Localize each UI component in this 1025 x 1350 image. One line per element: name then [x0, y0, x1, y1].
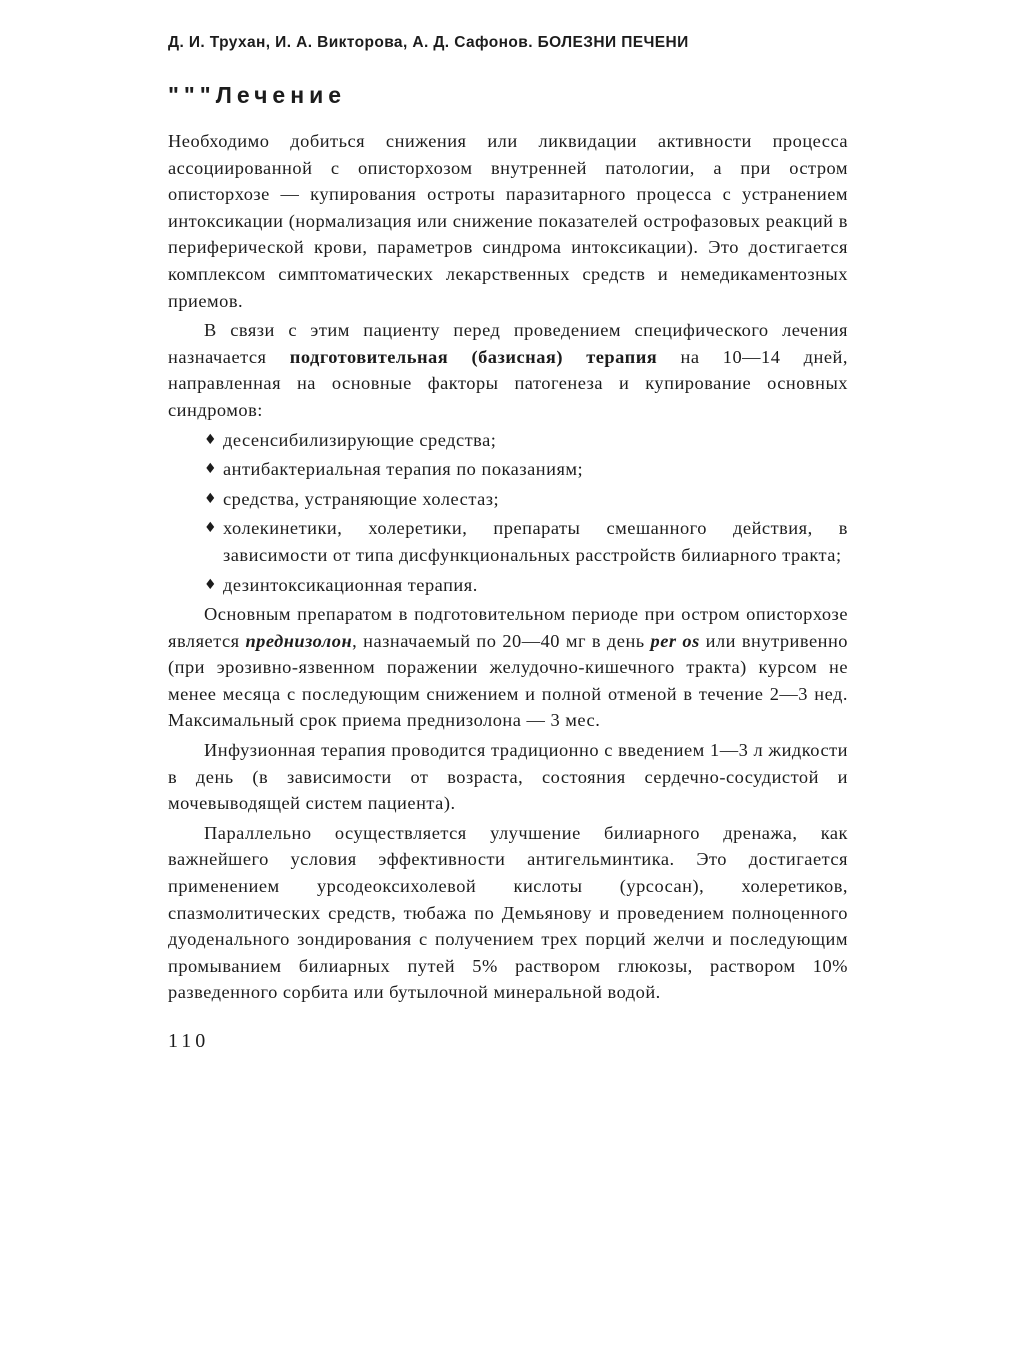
route-term: per os — [650, 630, 700, 651]
paragraph-prednisolone — [168, 601, 848, 734]
paragraph-prednisolone-text-3: или внутривенно (при эрозивно-язвенном поражении желудочно-кишечного тракта) курсом не менее месяца с последующим снижением и полной отменой в течение 2—3 нед. Максимальный срок приема преднизолона — 3 мес. — [168, 630, 848, 731]
paragraph-prednisolone-text-1: Основным препаратом в подготовительном периоде при остром описторхозе является — [168, 604, 848, 651]
therapy-list — [168, 427, 848, 599]
paragraph-infusion: Инфузионная терапия проводится традиционно с введением 1—3 л жидкости в день (в зависимости от возраста, состояния сердечно-сосудистой и мочевыводящей систем пациента). — [168, 740, 848, 814]
paragraph-basic-therapy — [168, 317, 848, 423]
list-item-text: средства, устраняющие холестаз; — [223, 488, 500, 509]
paragraph-prednisolone-text-2: , назначаемый по 20—40 мг в день — [352, 630, 651, 651]
list-item-text: дезинтоксикационная терапия. — [223, 574, 478, 595]
list-item-text: десенсибилизирующие средства; — [223, 429, 497, 450]
list-item — [168, 572, 848, 599]
drug-name: преднизолон — [245, 630, 353, 651]
diamond-bullet-icon: ♦ — [204, 520, 218, 537]
diamond-bullet-icon: ♦ — [204, 461, 218, 478]
paragraph-drainage: Параллельно осуществляется улучшение билиарного дренажа, как важнейшего условия эффективности антигельминтика. Это достигается применением урсодеоксихолевой кислоты (урсосан), холеретиков, спазмолитических средств, тюбажа по Демьянову и проведением полноценного дуоденального зондирования с получением трех порций желчи и последующим промыванием билиарных путей 5% раствором глюкозы, раствором 10% разведенного сорбита или бутылочной минеральной водой. — [168, 822, 848, 1003]
section-title: """Лечение — [168, 82, 347, 108]
paragraph-goals: Необходимо добиться снижения или ликвидации активности процесса ассоциированной с описторхозом внутренней патологии, а при остром описторхозе — купирования остроты паразитарного процесса с устранением интоксикации (нормализация или снижение показателей острофазовых реакций в периферической крови, параметров синдрома интоксикации). Это достигается комплексом симптоматических лекарственных средств и немедикаментозных приемов. — [168, 131, 848, 311]
list-item — [168, 427, 848, 454]
paragraph-basic-therapy-text-1: В связи с этим пациенту перед проведением специфического лечения назначается — [168, 320, 848, 367]
list-item-text: холекинетики, холеретики, препараты смешанного действия, в зависимости от типа дисфункциональных расстройств билиарного тракта; — [223, 518, 848, 565]
list-item — [168, 486, 848, 513]
diamond-bullet-icon: ♦ — [204, 576, 218, 593]
list-item — [168, 515, 848, 568]
basic-therapy-term: подготовительная (базисная) терапия — [289, 346, 658, 367]
book-page — [168, 30, 848, 1053]
list-item — [168, 456, 848, 483]
page-number: 110 — [168, 1030, 210, 1052]
body-text — [168, 128, 848, 1006]
diamond-bullet-icon: ♦ — [204, 490, 218, 507]
running-header: Д. И. Трухан, И. А. Викторова, А. Д. Сафонов. БОЛЕЗНИ ПЕЧЕНИ — [168, 34, 689, 51]
paragraph-basic-therapy-text-2: на 10—14 дней, направленная на основные факторы патогенеза и купирование основных синдромов: — [168, 346, 848, 420]
diamond-bullet-icon: ♦ — [204, 431, 218, 448]
list-item-text: антибактериальная терапия по показаниям; — [223, 459, 584, 480]
